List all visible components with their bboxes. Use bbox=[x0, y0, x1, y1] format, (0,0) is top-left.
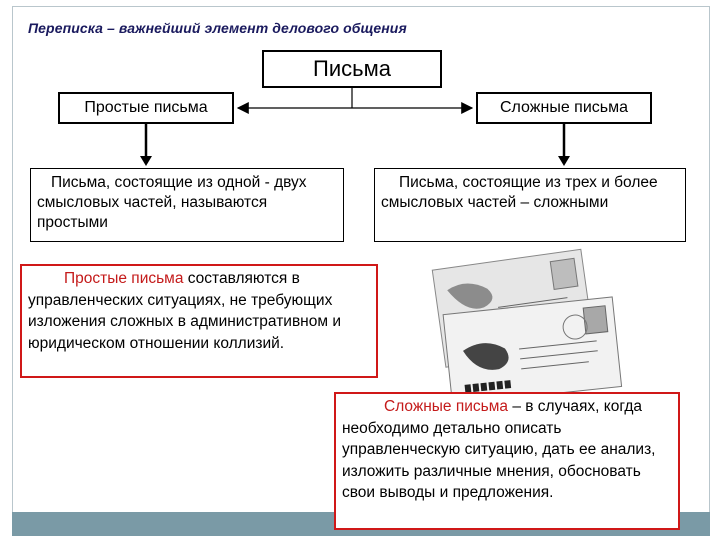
node-simple-letters: Простые письма bbox=[58, 92, 234, 124]
root-node-letters: Письма bbox=[262, 50, 442, 88]
complex-letters-note-text bbox=[342, 396, 672, 504]
complex-letters-body: – в случаях, когда необходимо детально описать управленческую ситуацию, дать ее анализ, изложить различные мнения, обосновать свои выводы и предложения. bbox=[342, 398, 656, 501]
simple-letters-definition: Письма, состоящие из одной - двух смысловых частей, называются простыми bbox=[30, 168, 344, 242]
simple-letters-highlight: Простые письма bbox=[64, 270, 184, 287]
node-complex-letters: Сложные письма bbox=[476, 92, 652, 124]
right-down-arrow-head bbox=[558, 156, 570, 166]
simple-letters-note bbox=[20, 264, 378, 378]
complex-letters-highlight: Сложные письма bbox=[384, 398, 509, 415]
simple-letters-body: составляются в управленческих ситуациях, не требующих изложения сложных в административном и юридическом отношении коллизий. bbox=[28, 270, 341, 352]
slide-header: Переписка – важнейший элемент делового общения bbox=[28, 20, 407, 36]
complex-letters-note bbox=[334, 392, 680, 530]
simple-letters-note-text bbox=[28, 268, 370, 354]
left-down-arrow-head bbox=[140, 156, 152, 166]
complex-letters-definition: Письма, состоящие из трех и более смысловых частей – сложными bbox=[374, 168, 686, 242]
envelopes-photo-icon bbox=[428, 246, 648, 406]
